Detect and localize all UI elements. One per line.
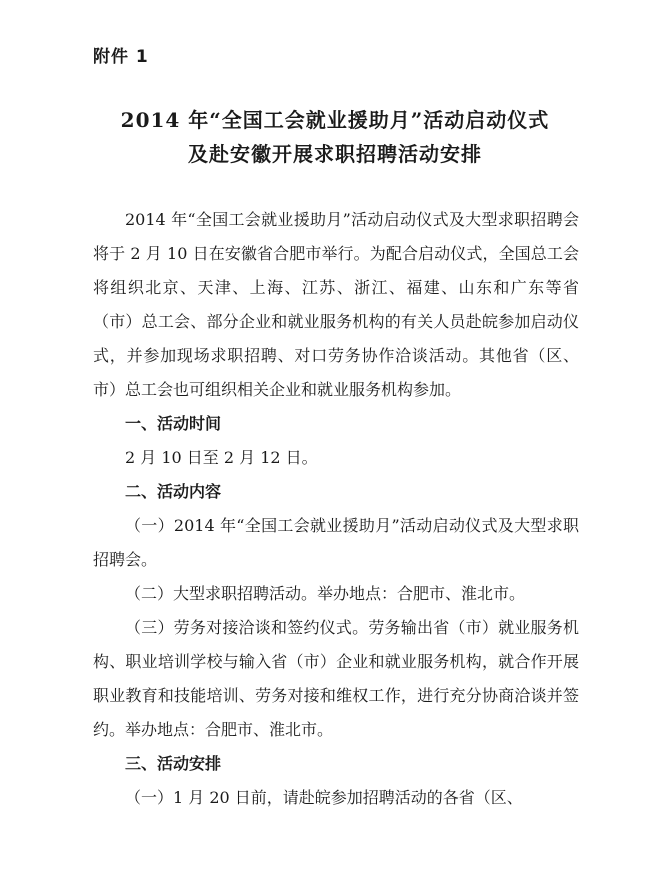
activity-time-text: 2 月 10 日至 2 月 12 日。 [125,448,318,467]
section-heading-time: 一、活动时间 [125,414,222,433]
attachment-label: 附件 1 [93,47,149,67]
content-item-3: （三）劳务对接洽谈和签约仪式。劳务输出省（市）就业服务机构、职业培训学校与输入省（市）企业和就业服务机构，就合作开展职业教育和技能培训、劳务对接和维权工作，进行充分协商洽谈并签约。举办地点：合肥市、淮北市。 [93,618,579,739]
section-heading-arrangement: 三、活动安排 [125,754,222,773]
document-title-line-1: 2014 年“全国工会就业援助月”活动启动仪式 [120,108,550,132]
intro-paragraph: 2014 年“全国工会就业援助月”活动启动仪式及大型求职招聘会将于 2 月 10 日在安徽省合肥市举行。为配合启动仪式，全国总工会将组织北京、天津、上海、江苏、浙江、福建、山东和广东等省（市）总工会、部分企业和就业服务机构的有关人员赴皖参加启动仪式，并参加现场求职招聘、对口劳务协作洽谈活动。其他省（区、市）总工会也可组织相关企业和就业服务机构参加。 [93,210,579,399]
document-body [93,203,579,815]
arrangement-item-1: （一）1 月 20 日前，请赴皖参加招聘活动的各省（区、 [125,788,523,807]
content-item-1: （一）2014 年“全国工会就业援助月”活动启动仪式及大型求职招聘会。 [93,516,579,569]
section-heading-content: 二、活动内容 [125,482,222,501]
document-title-line-2: 及赴安徽开展求职招聘活动安排 [188,142,482,166]
content-item-2: （二）大型求职招聘活动。举办地点：合肥市、淮北市。 [125,584,526,603]
